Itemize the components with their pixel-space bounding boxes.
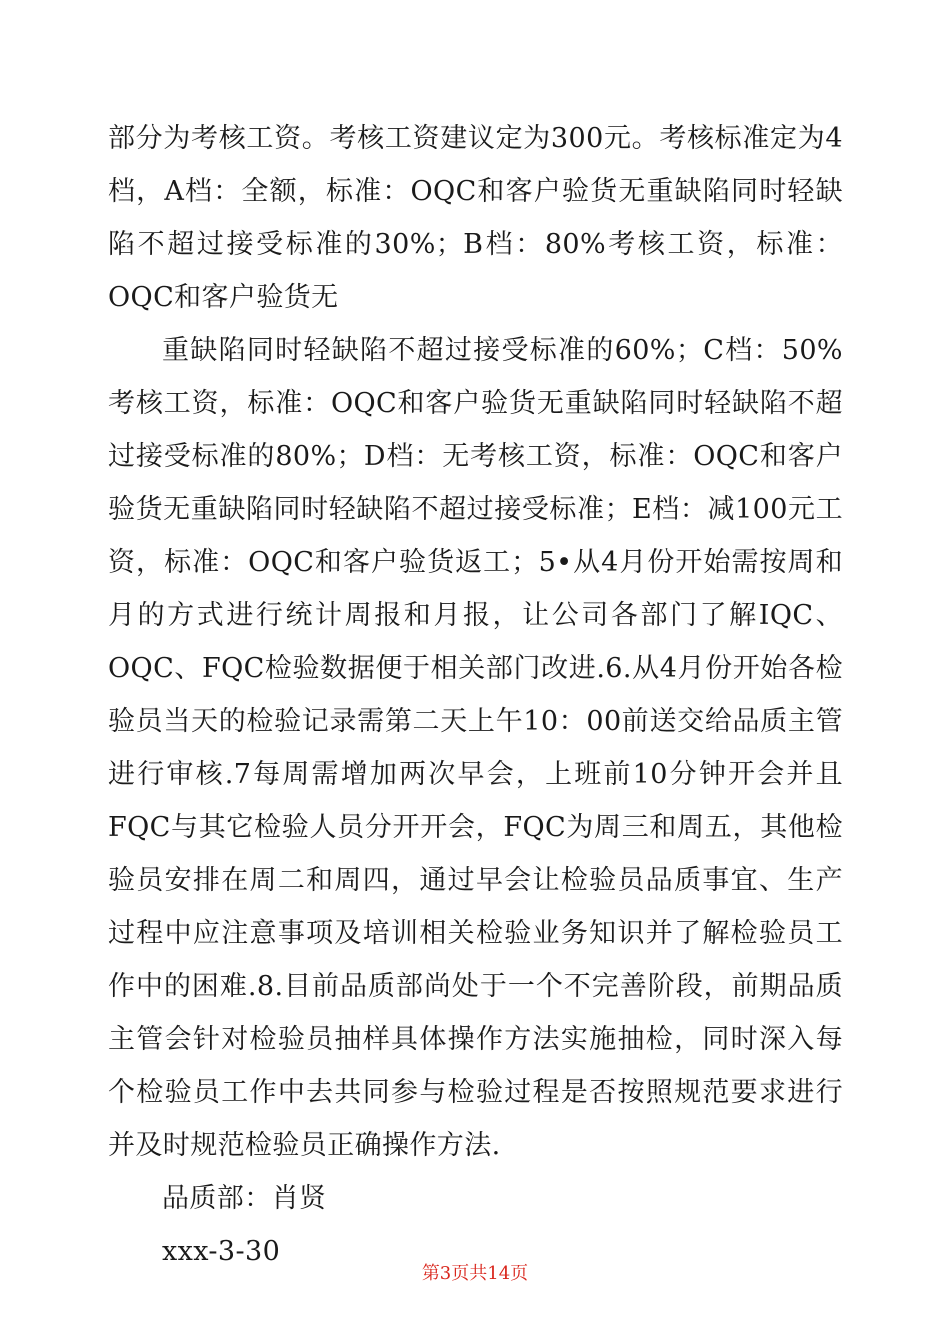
paragraph-2: 重缺陷同时轻缺陷不超过接受标准的60%；C档：50%考核工资，标准：OQC和客户验货无重缺陷同时轻缺陷不超过接受标准的80%；D档：无考核工资，标准：OQC和客户验货无重缺陷同时轻缺陷不超过接受标准；E档：减100元工资，标准：OQC和客户验货返工；5•从4月份开始需按周和月的方式进行统计周报和月报，让公司各部门了解IQC、OQC、FQC检验数据便于相关部门改进.6.从4月份开始各检验员当天的检验记录需第二天上午10：00前送交给品质主管进行审核.7每周需增加两次早会，上班前10分钟开会并且FQC与其它检验人员分开开会，FQC为周三和周五，其他检验员安排在周二和周四，通过早会让检验员品质事宜、生产过程中应注意事项及培训相关检验业务知识并了解检验员工作中的困难.8.目前品质部尚处于一个不完善阶段，前期品质主管会针对检验员抽样具体操作方法实施抽检，同时深入每个检验员工作中去共同参与检验过程是否按照规范要求进行并及时规范检验员正确操作方法.	[108, 335, 843, 1161]
page-number-footer: 第3页共14页	[421, 1263, 529, 1284]
document-body	[108, 112, 843, 1278]
signature-department: 品质部：肖贤	[162, 1183, 327, 1214]
paragraph-1: 部分为考核工资。考核工资建议定为300元。考核标准定为4档，A档：全额，标准：OQC和客户验货无重缺陷同时轻缺陷不超过接受标准的30%；B档：80%考核工资，标准：OQC和客户验货无	[108, 123, 843, 313]
signature-date: xxx-3-30	[162, 1236, 281, 1267]
